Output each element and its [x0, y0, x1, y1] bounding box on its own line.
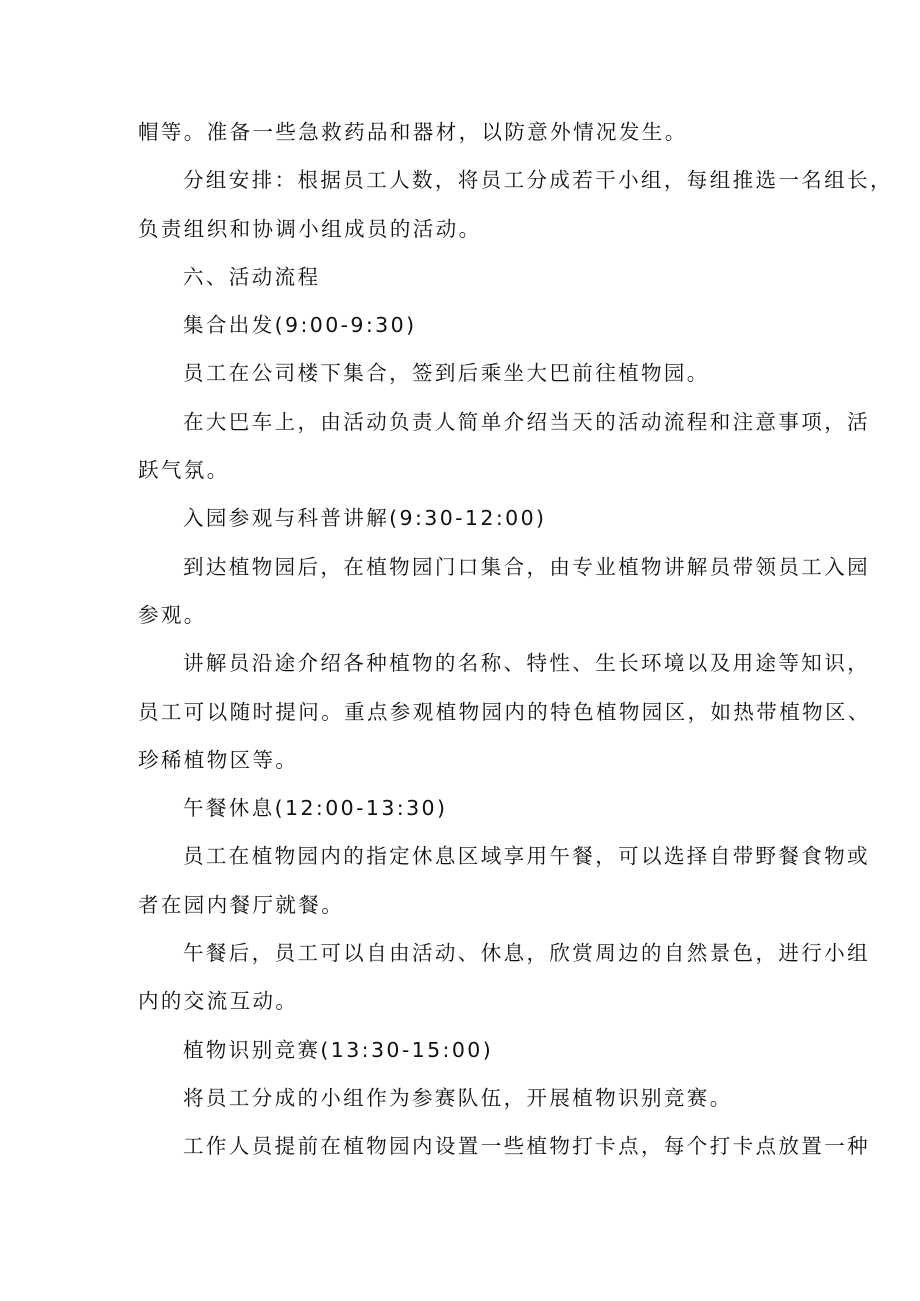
subsection-heading: 入园参观与科普讲解(9:30-12:00)	[183, 506, 547, 531]
text-line: 到达植物园后，在植物园门口集合，由专业植物讲解员带领员工入园	[183, 554, 870, 579]
text-line: 员工在植物园内的指定休息区域享用午餐，可以选择自带野餐食物或	[183, 844, 870, 869]
body-text	[138, 108, 893, 1171]
text-line: 在大巴车上，由活动负责人简单介绍当天的活动流程和注意事项，活	[183, 409, 870, 434]
text-line: 分组安排：根据员工人数，将员工分成若干小组，每组推选一名组长，	[183, 168, 893, 193]
text-line: 帽等。准备一些急救药品和器材，以防意外情况发生。	[138, 120, 688, 144]
text-line: 珍稀植物区等。	[138, 747, 299, 772]
text-line: 员工在公司楼下集合，签到后乘坐大巴前往植物园。	[183, 361, 710, 386]
text-line: 讲解员沿途介绍各种植物的名称、特性、生长环境以及用途等知识，	[183, 651, 870, 676]
text-line: 将员工分成的小组作为参赛队伍，开展植物识别竞赛。	[183, 1085, 733, 1110]
subsection-heading: 植物识别竞赛(13:30-15:00)	[183, 1037, 494, 1062]
subsection-heading: 集合出发(9:00-9:30)	[183, 313, 417, 338]
text-line: 内的交流互动。	[138, 989, 299, 1014]
section-heading: 六、活动流程	[183, 264, 321, 289]
text-line: 负责组织和协调小组成员的活动。	[138, 216, 482, 241]
text-line: 员工可以随时提问。重点参观植物园内的特色植物园区，如热带植物区、	[138, 699, 871, 724]
text-line: 工作人员提前在植物园内设置一些植物打卡点，每个打卡点放置一种	[183, 1134, 870, 1159]
text-line: 参观。	[138, 602, 207, 627]
text-line: 跃气氛。	[138, 458, 230, 483]
text-line: 午餐后，员工可以自由活动、休息，欣赏周边的自然景色，进行小组	[183, 941, 870, 966]
text-line: 者在园内餐厅就餐。	[138, 892, 345, 917]
subsection-heading: 午餐休息(12:00-13:30)	[183, 796, 448, 821]
